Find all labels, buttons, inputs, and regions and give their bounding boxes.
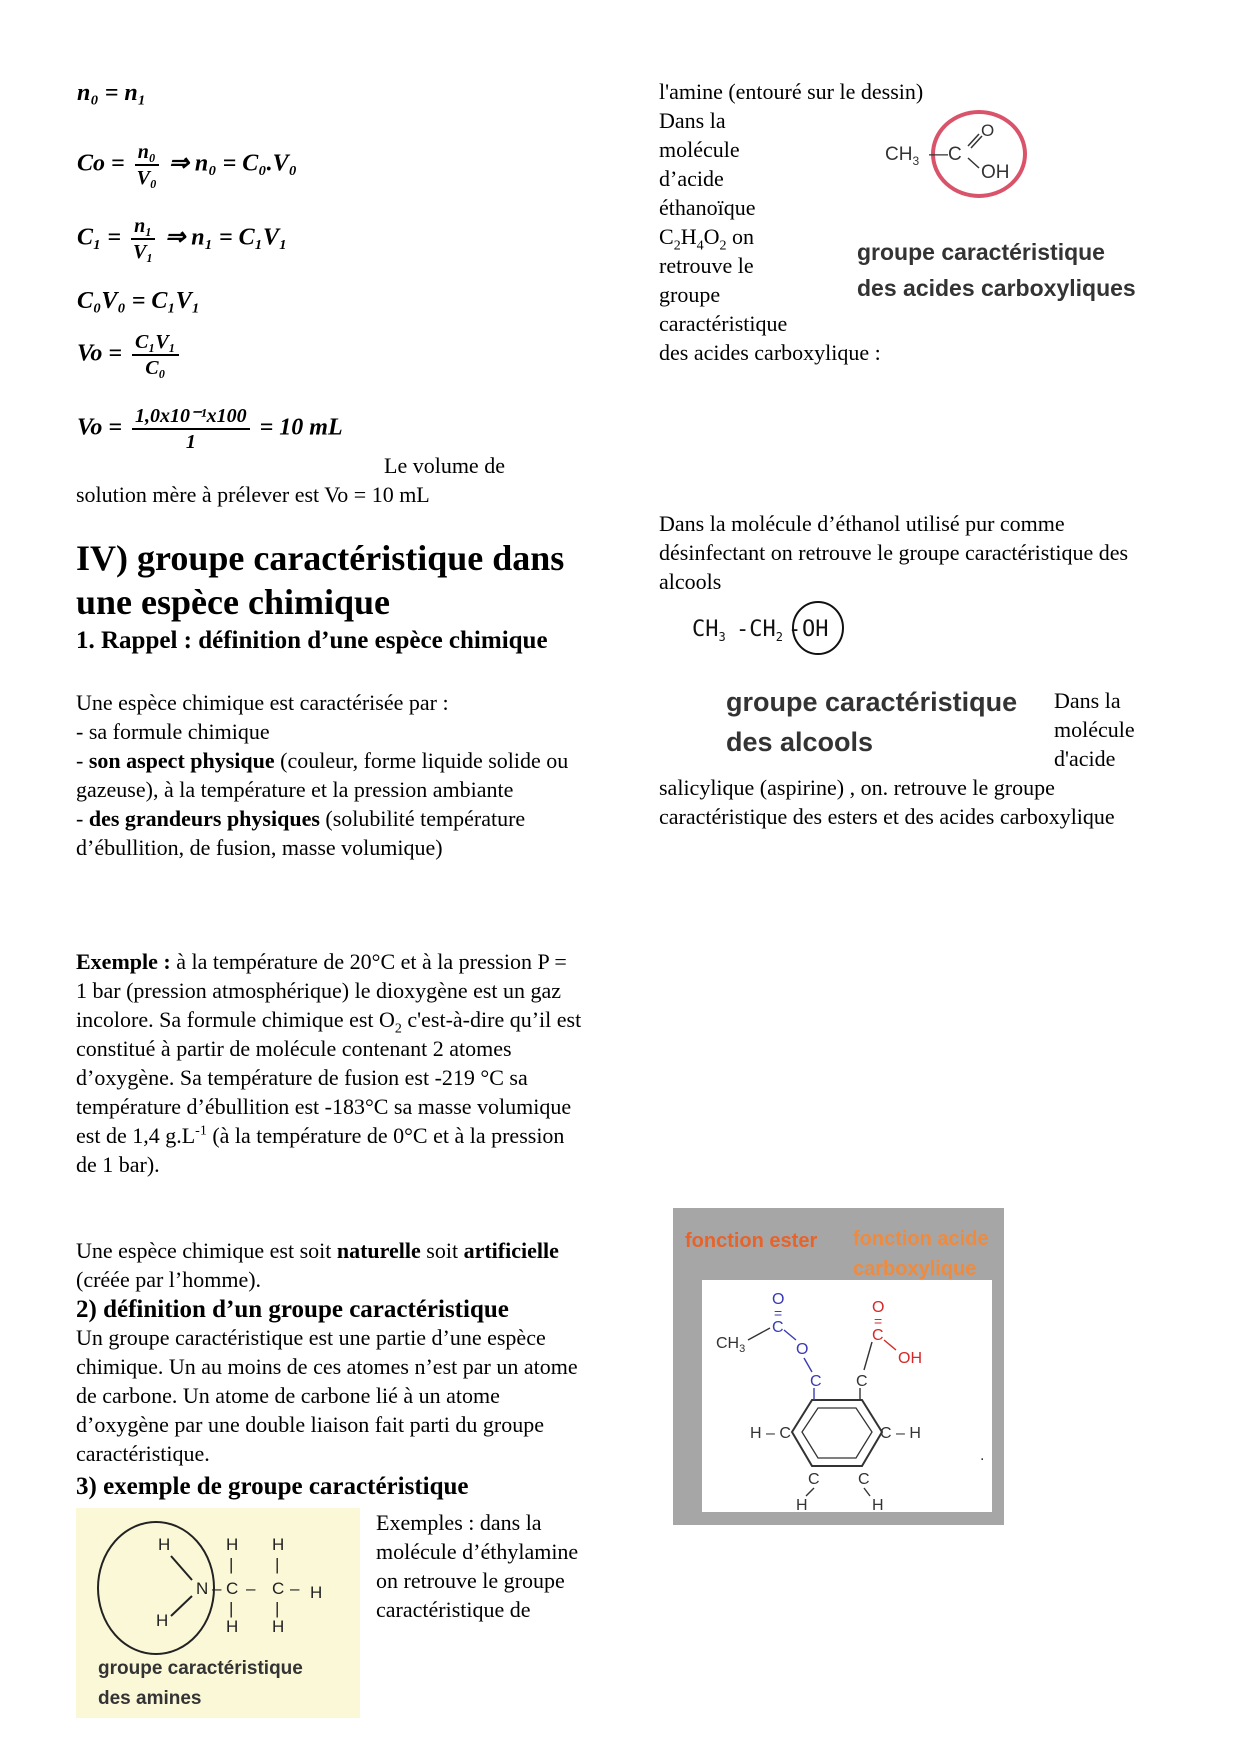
grandeurs-physiques-text: (solubilité température d’ébullition, de fusion, masse volumique) <box>76 806 526 860</box>
formula-c-sub: 2 <box>673 238 681 254</box>
example-paragraph <box>76 947 582 1179</box>
eq2-numerator: n₀ <box>135 140 159 166</box>
aspirin-structure-panel <box>702 1280 992 1512</box>
aspirin-ch3: $CH_3$ <box>716 1335 746 1355</box>
eq6-rhs: = 10 mL <box>259 414 343 441</box>
acid-c: C <box>872 1327 884 1344</box>
acid-o-top: O <box>872 1299 885 1316</box>
amine-bond-2: – <box>246 1579 256 1598</box>
ring-h-c-left: H – C <box>750 1425 791 1442</box>
ring-c-top-left: C <box>810 1373 822 1390</box>
nat-text-2: soit <box>420 1238 464 1263</box>
nat-text-3: (créée par l’homme). <box>76 1267 262 1292</box>
salicylic-side-text <box>1054 686 1194 773</box>
acid-caption <box>857 234 1136 306</box>
label-fonction-ester: fonction ester <box>685 1230 818 1252</box>
label-fonction-acide <box>853 1224 989 1284</box>
ring-c-bottom-left: C <box>808 1471 820 1488</box>
amine-h4: H <box>272 1535 285 1554</box>
amine-text: Exemples : dans la molécule d’éthylamine on retrouve le groupe caractéristique de <box>376 1510 579 1622</box>
acetic-acid-svg <box>855 108 1155 198</box>
acid-caption-line-1: groupe caractéristique <box>857 239 1105 265</box>
acid-formula <box>659 222 809 254</box>
amine-figure <box>76 1508 360 1718</box>
aspect-physique-bold: son aspect physique <box>88 748 275 773</box>
formula-o-sub: 2 <box>719 238 727 254</box>
formula-h: H <box>680 224 697 249</box>
ethanol-ch2: $-CH_2$ <box>736 617 783 644</box>
definition-line-2: - sa formule chimique <box>76 719 270 744</box>
eq5-lhs: Vo = <box>77 340 123 367</box>
eq2-lhs: Co = <box>77 150 125 177</box>
aspirin-figure <box>673 1208 1004 1525</box>
example-label: Exemple : <box>76 949 171 974</box>
amine-h2: H <box>156 1611 169 1630</box>
amine-h3: H <box>226 1535 239 1554</box>
acid-line-1: Dans la <box>659 108 726 133</box>
amine-bar-4: | <box>275 1599 280 1618</box>
acid-caption-line-2: des acides carboxyliques <box>857 275 1136 301</box>
amine-h5: H <box>226 1617 239 1636</box>
definition-paragraph <box>76 688 576 862</box>
formula-o: O <box>703 224 720 249</box>
equation-n0-n1: n₀ = n₁ <box>77 80 147 106</box>
section-title: IV) groupe caractéristique dans une espèce chimique <box>76 538 565 622</box>
equation-dilution: C₀V₀ = C₁V₁ <box>77 288 201 314</box>
eq5-denominator: C₀ <box>145 357 166 379</box>
nat-bold-1: naturelle <box>336 1238 421 1263</box>
formula-tail: on <box>726 224 754 249</box>
eq5-fraction <box>132 330 179 380</box>
eq3-numerator: n₁ <box>131 214 155 240</box>
acid-bond-c: —C <box>929 144 962 165</box>
acid-line-8: caractéristique <box>659 311 788 336</box>
ring-h-bottom-right: H <box>872 1497 884 1512</box>
acetic-acid-figure <box>855 108 1155 308</box>
acid-ch3: $CH_3$ <box>885 144 920 168</box>
eq6-fraction <box>132 404 250 454</box>
alcool-caption-line-1: groupe caractéristique <box>726 687 1018 717</box>
label-acid-line-1: fonction acide <box>853 1228 989 1250</box>
amine-bond-1: – <box>212 1579 222 1598</box>
ester-c: C <box>772 1319 784 1336</box>
equation-concentration-c0 <box>77 140 297 190</box>
acid-o: O <box>981 121 995 140</box>
example-sup: -1 <box>195 1123 207 1139</box>
ring-c-h-right: C – H <box>880 1425 921 1442</box>
alcool-caption <box>726 682 1017 762</box>
benzene-ring <box>792 1400 882 1466</box>
eq6-lhs: Vo = <box>77 414 123 441</box>
ester-o-top: O <box>772 1291 785 1308</box>
example-text-1: à la température de 20°C et à la pression P = 1 bar (pression atmosphérique) le dioxygène est un gaz incolore. Sa formule chimique est O <box>76 949 567 1032</box>
amine-c2: C <box>272 1579 285 1598</box>
ester-double-bond: = <box>774 1305 783 1321</box>
group-definition-paragraph: Un groupe caractéristique est une partie d’une espèce chimique. Un au moins de ces atomes n’est par un atome de carbone. Un atome de carbone lié à un atome d’oxygène par une double liaison fait parti du groupe caractéristique. <box>76 1325 578 1466</box>
aspirin-svg <box>702 1280 992 1512</box>
acid-last-line: des acides carboxylique : <box>659 340 881 365</box>
ethanol-paragraph: Dans la molécule d’éthanol utilisé pur comme désinfectant on retrouve le groupe caractéristique des alcools <box>659 511 1129 594</box>
example-text-2: c'est-à-dire qu’il est constitué à partir de molécule contenant 2 atomes d’oxygène. Sa température de fusion est -219 °C sa température d’ébullition est -183°C sa masse volumique est de 1,4 g.L <box>76 1007 582 1148</box>
salicylic-paragraph: salicylique (aspirine) , on. retrouve le groupe caractéristique des esters et des acides carboxylique <box>659 775 1115 829</box>
acid-line-6: retrouve le <box>659 253 754 278</box>
eq3-rhs: ⇒ n₁ = C₁V₁ <box>165 224 288 251</box>
amine-bond-3: – <box>290 1579 300 1598</box>
equation-volume-numeric <box>77 404 343 454</box>
acid-oh: OH <box>898 1350 922 1367</box>
acid-paragraph <box>659 106 809 338</box>
natural-artificial-paragraph <box>76 1236 576 1294</box>
subsection-2-title: 2) définition d’un groupe caractéristique <box>76 1296 509 1323</box>
ethanol-figure <box>690 596 850 662</box>
amine-n: N <box>196 1579 209 1598</box>
definition-line-3: - son aspect physique (couleur, forme liquide solide ou gazeuse), à la température et la pression ambiante <box>76 748 569 802</box>
nat-text-1: Une espèce chimique est soit <box>76 1238 337 1263</box>
acid-oh: OH <box>981 162 1010 183</box>
ester-o: O <box>796 1341 809 1358</box>
acid-line-7: groupe <box>659 282 721 307</box>
volume-text-a: Le volume de <box>384 453 505 478</box>
ring-h-bottom-left: H <box>796 1497 808 1512</box>
eq6-denominator: 1 <box>185 431 196 453</box>
amine-c1: C <box>226 1579 239 1598</box>
salic-side-3: d'acide <box>1054 746 1116 771</box>
ethanol-ch3: $CH_3$ <box>692 617 726 644</box>
formula-c: C <box>659 224 674 249</box>
amine-bar-1: | <box>229 1555 234 1574</box>
eq5-numerator: C₁V₁ <box>132 330 179 356</box>
subsection-1-title: 1. Rappel : définition d’une espèce chimique <box>76 627 548 654</box>
amine-continued-text: l'amine (entouré sur le dessin) <box>659 79 924 104</box>
amine-h1: H <box>158 1535 171 1554</box>
equation-volume-formula <box>77 330 183 380</box>
example-text-3: (à la température de 0°C et à la pression de 1 bar). <box>76 1123 565 1177</box>
eq2-rhs: ⇒ n₀ = C₀.V₀ <box>168 150 298 177</box>
amine-caption-line-2: des amines <box>98 1688 202 1709</box>
amine-caption <box>98 1654 303 1714</box>
eq3-denominator: V₁ <box>132 241 154 263</box>
grandeurs-physiques-bold: des grandeurs physiques <box>88 806 320 831</box>
acid-double-bond: = <box>874 1313 883 1329</box>
salic-side-1: Dans la <box>1054 688 1121 713</box>
amine-caption-line-1: groupe caractéristique <box>98 1658 303 1679</box>
equation-concentration-c1 <box>77 214 287 264</box>
acid-line-2: molécule <box>659 137 740 162</box>
alcool-caption-line-2: des alcools <box>726 727 874 757</box>
ring-c-top-right: C <box>856 1373 868 1390</box>
eq2-denominator: V₀ <box>136 167 157 189</box>
amine-h-end: H <box>310 1583 323 1602</box>
eq2-fraction <box>135 140 159 190</box>
acid-line-4: éthanoïque <box>659 195 756 220</box>
volume-text-b: solution mère à prélever est Vo = 10 mL <box>76 482 430 507</box>
amine-bar-2: | <box>275 1555 280 1574</box>
eq3-lhs: C₁ = <box>77 224 122 251</box>
acid-line-3: d’acide <box>659 166 724 191</box>
label-acid-line-2: carboxylique <box>853 1258 977 1280</box>
formula-h-sub: 4 <box>696 238 704 254</box>
amine-h6: H <box>272 1617 285 1636</box>
eq3-fraction <box>131 214 155 264</box>
ring-c-bottom-right: C <box>858 1471 870 1488</box>
salic-side-2: molécule <box>1054 717 1135 742</box>
amine-bar-3: | <box>229 1599 234 1618</box>
ethanol-svg <box>690 596 850 662</box>
aspect-physique-text: (couleur, forme liquide solide ou gazeuse), à la température et la pression ambiante <box>76 748 569 802</box>
aspirin-dot: . <box>980 1447 985 1464</box>
example-sub: 2 <box>394 1021 402 1037</box>
definition-line-1: Une espèce chimique est caractérisée par : <box>76 690 449 715</box>
eq6-numerator: 1,0x10⁻¹x100 <box>132 404 250 430</box>
ethanol-oh: OH <box>802 617 829 642</box>
ethanol-bond: - <box>788 617 802 642</box>
nat-bold-2: artificielle <box>463 1238 559 1263</box>
subsection-3-title: 3) exemple de groupe caractéristique <box>76 1473 469 1500</box>
definition-line-4: - des grandeurs physiques (solubilité température d’ébullition, de fusion, masse volumique) <box>76 806 526 860</box>
benzene-inner-ring <box>802 1408 872 1458</box>
